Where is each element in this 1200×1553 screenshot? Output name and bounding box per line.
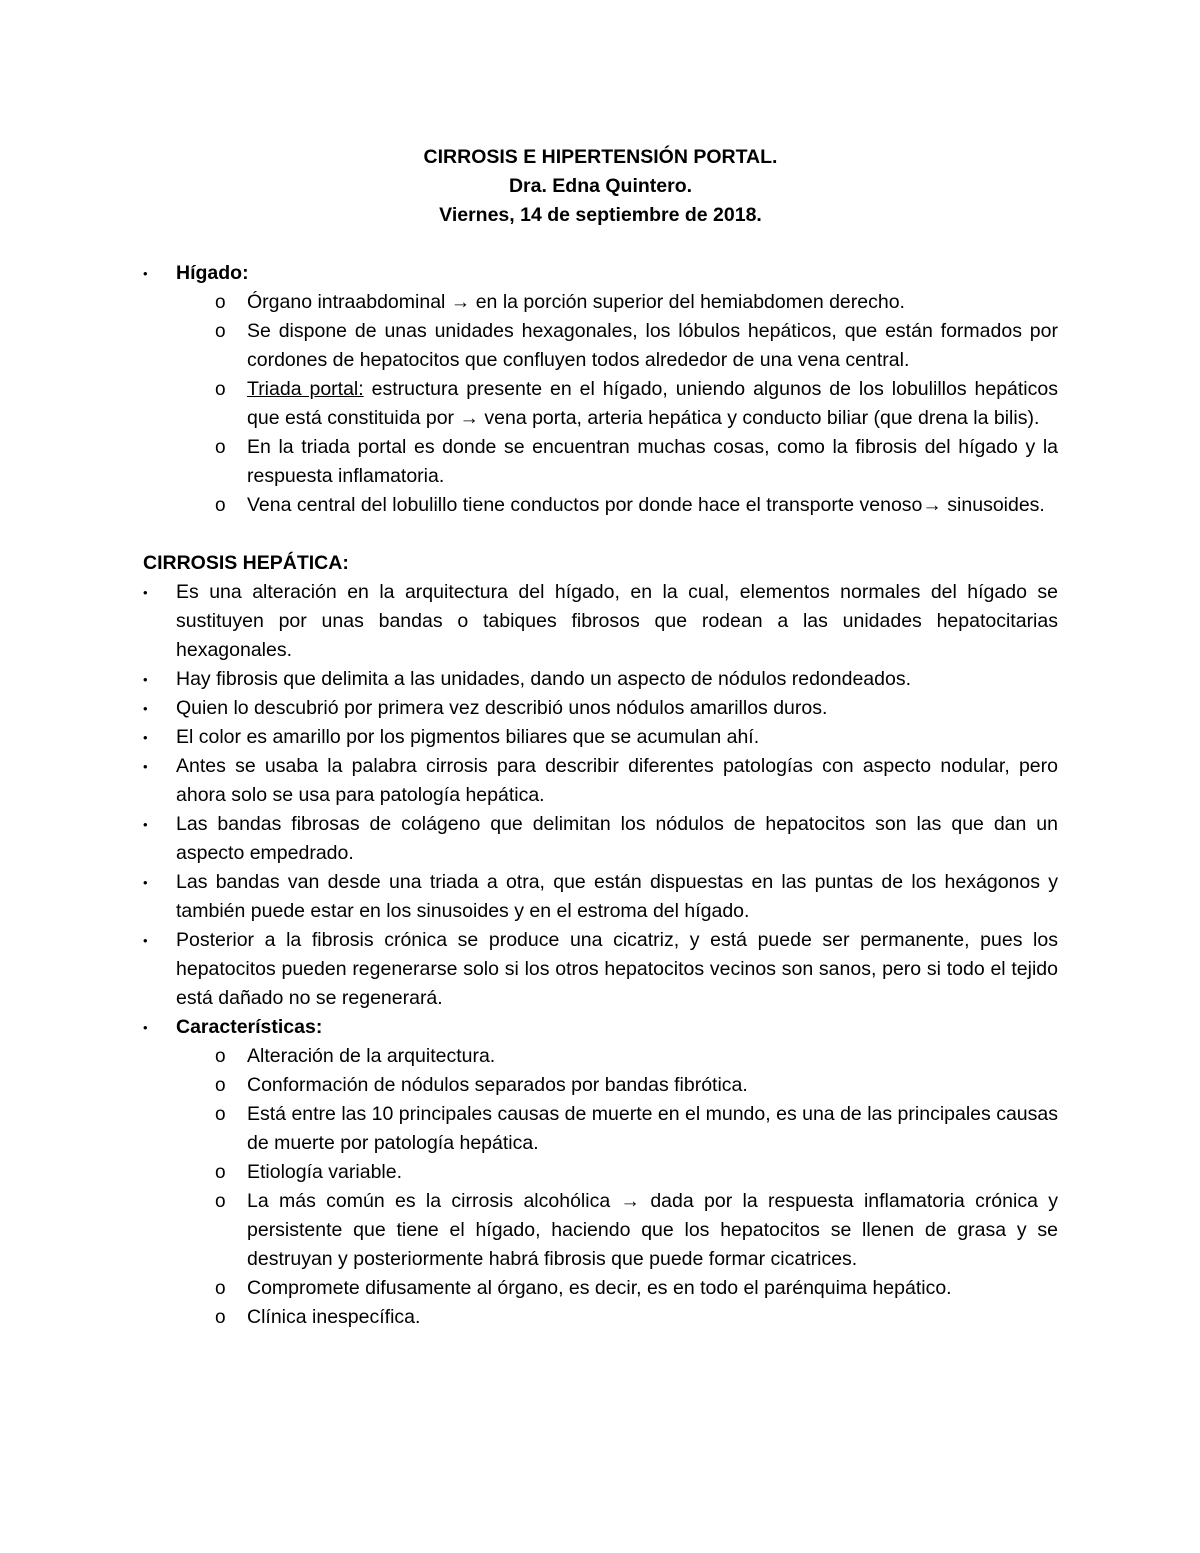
sub-bullet-icon: o: [215, 1278, 226, 1299]
triada-portal-label: Triada portal:: [247, 378, 364, 400]
sub-bullet-icon: o: [215, 1075, 226, 1096]
document-header: [143, 143, 1058, 230]
item-text: En la triada portal es donde se encuentran muchas cosas, como la fibrosis del hígado y la respuesta inflamatoria.: [247, 436, 1058, 487]
item-text: Está entre las 10 principales causas de muerte en el mundo, es una de las principales causas de muerte por patología hepática.: [247, 1103, 1058, 1154]
list-item: [143, 375, 1058, 433]
bullet-icon: •: [143, 875, 148, 890]
item-text: Hay fibrosis que delimita a las unidades, dando un aspecto de nódulos redondeados.: [176, 668, 912, 690]
item-text: Antes se usaba la palabra cirrosis para describir diferentes patologías con aspecto nodular, pero ahora solo se usa para patología hepática.: [176, 755, 1058, 806]
item-text: Es una alteración en la arquitectura del hígado, en la cual, elementos normales del hígado se sustituyen por unas bandas o tabiques fibrosos que rodean a las unidades hepatocitarias hexagonales.: [176, 581, 1058, 661]
list-item: [143, 578, 1058, 665]
item-text: Órgano intraabdominal → en la porción superior del hemiabdomen derecho.: [247, 291, 905, 313]
bullet-icon: •: [143, 759, 148, 774]
list-item: [143, 665, 1058, 694]
sub-bullet-icon: o: [215, 437, 226, 458]
bullet-icon: •: [143, 817, 148, 832]
list-item: [143, 1071, 1058, 1100]
list-item: [143, 1042, 1058, 1071]
sub-bullet-icon: o: [215, 292, 226, 313]
higado-label: Hígado:: [176, 262, 249, 284]
list-item: [143, 868, 1058, 926]
list-item-caracteristicas: [143, 1013, 1058, 1042]
item-text: Conformación de nódulos separados por bandas fibrótica.: [247, 1074, 748, 1096]
sub-bullet-icon: o: [215, 1191, 226, 1212]
item-text: La más común es la cirrosis alcohólica → dada por la respuesta inflamatoria crónica y persistente que tiene el hígado, haciendo que los hepatocitos se llenen de grasa y se destruyan y posteriormente habrá fibrosis que puede formar cicatrices.: [247, 1190, 1058, 1270]
list-item: [143, 288, 1058, 317]
list-item-higado: [143, 259, 1058, 288]
bullet-icon: •: [143, 933, 148, 948]
bullet-icon: •: [143, 672, 148, 687]
list-item: [143, 1187, 1058, 1274]
sub-bullet-icon: o: [215, 1046, 226, 1067]
list-item: [143, 1100, 1058, 1158]
list-item: [143, 1274, 1058, 1303]
sub-bullet-icon: o: [215, 1104, 226, 1125]
sub-bullet-icon: o: [215, 379, 226, 400]
item-text: Posterior a la fibrosis crónica se produce una cicatriz, y está puede ser permanente, pues los hepatocitos pueden regenerarse solo si los otros hepatocitos vecinos son sanos, pero si todo el tejido está dañado no se regenerará.: [176, 929, 1058, 1009]
item-text: Las bandas fibrosas de colágeno que delimitan los nódulos de hepatocitos son las que dan un aspecto empedrado.: [176, 813, 1058, 864]
item-text: Etiología variable.: [247, 1161, 403, 1183]
list-item: [143, 723, 1058, 752]
list-item: [143, 433, 1058, 491]
bullet-icon: •: [143, 701, 148, 716]
higado-list: [143, 259, 1058, 520]
list-item: [143, 491, 1058, 520]
sub-bullet-icon: o: [215, 321, 226, 342]
item-text: Quien lo descubrió por primera vez describió unos nódulos amarillos duros.: [176, 697, 828, 719]
document-date: Viernes, 14 de septiembre de 2018.: [439, 204, 762, 226]
document-author: Dra. Edna Quintero.: [508, 175, 693, 197]
sub-bullet-icon: o: [215, 495, 226, 516]
item-text: Clínica inespecífica.: [247, 1306, 421, 1328]
item-text: Las bandas van desde una triada a otra, que están dispuestas en las puntas de los hexágonos y también puede estar en los sinusoides y en el estroma del hígado.: [176, 871, 1058, 922]
list-item: [143, 317, 1058, 375]
caracteristicas-label: Características:: [176, 1016, 323, 1038]
item-text: Alteración de la arquitectura.: [247, 1045, 496, 1067]
cirrosis-list: [143, 578, 1058, 1332]
list-item: [143, 694, 1058, 723]
list-item: [143, 810, 1058, 868]
list-item: [143, 1303, 1058, 1332]
document-title: CIRROSIS E HIPERTENSIÓN PORTAL.: [423, 146, 778, 168]
item-text: Compromete difusamente al órgano, es decir, es en todo el parénquima hepático.: [247, 1277, 952, 1299]
bullet-icon: •: [143, 266, 148, 281]
list-item: [143, 752, 1058, 810]
bullet-icon: •: [143, 730, 148, 745]
bullet-icon: •: [143, 1020, 148, 1035]
sub-bullet-icon: o: [215, 1307, 226, 1328]
item-text: Se dispone de unas unidades hexagonales, los lóbulos hepáticos, que están formados por cordones de hepatocitos que confluyen todos alrededor de una vena central.: [247, 320, 1058, 371]
item-text: El color es amarillo por los pigmentos biliares que se acumulan ahí.: [176, 726, 760, 748]
item-text: Vena central del lobulillo tiene conductos por donde hace el transporte venoso→ sinusoides.: [247, 494, 1045, 516]
sub-bullet-icon: o: [215, 1162, 226, 1183]
list-item: [143, 1158, 1058, 1187]
section-title-cirrosis: CIRROSIS HEPÁTICA:: [143, 552, 349, 574]
bullet-icon: •: [143, 585, 148, 600]
item-text: estructura presente en el hígado, uniendo algunos de los lobulillos hepáticos que está constituida por → vena porta, arteria hepática y conducto biliar (que drena la bilis).: [247, 378, 1058, 429]
spacer: [143, 230, 1058, 259]
list-item: [143, 926, 1058, 1013]
